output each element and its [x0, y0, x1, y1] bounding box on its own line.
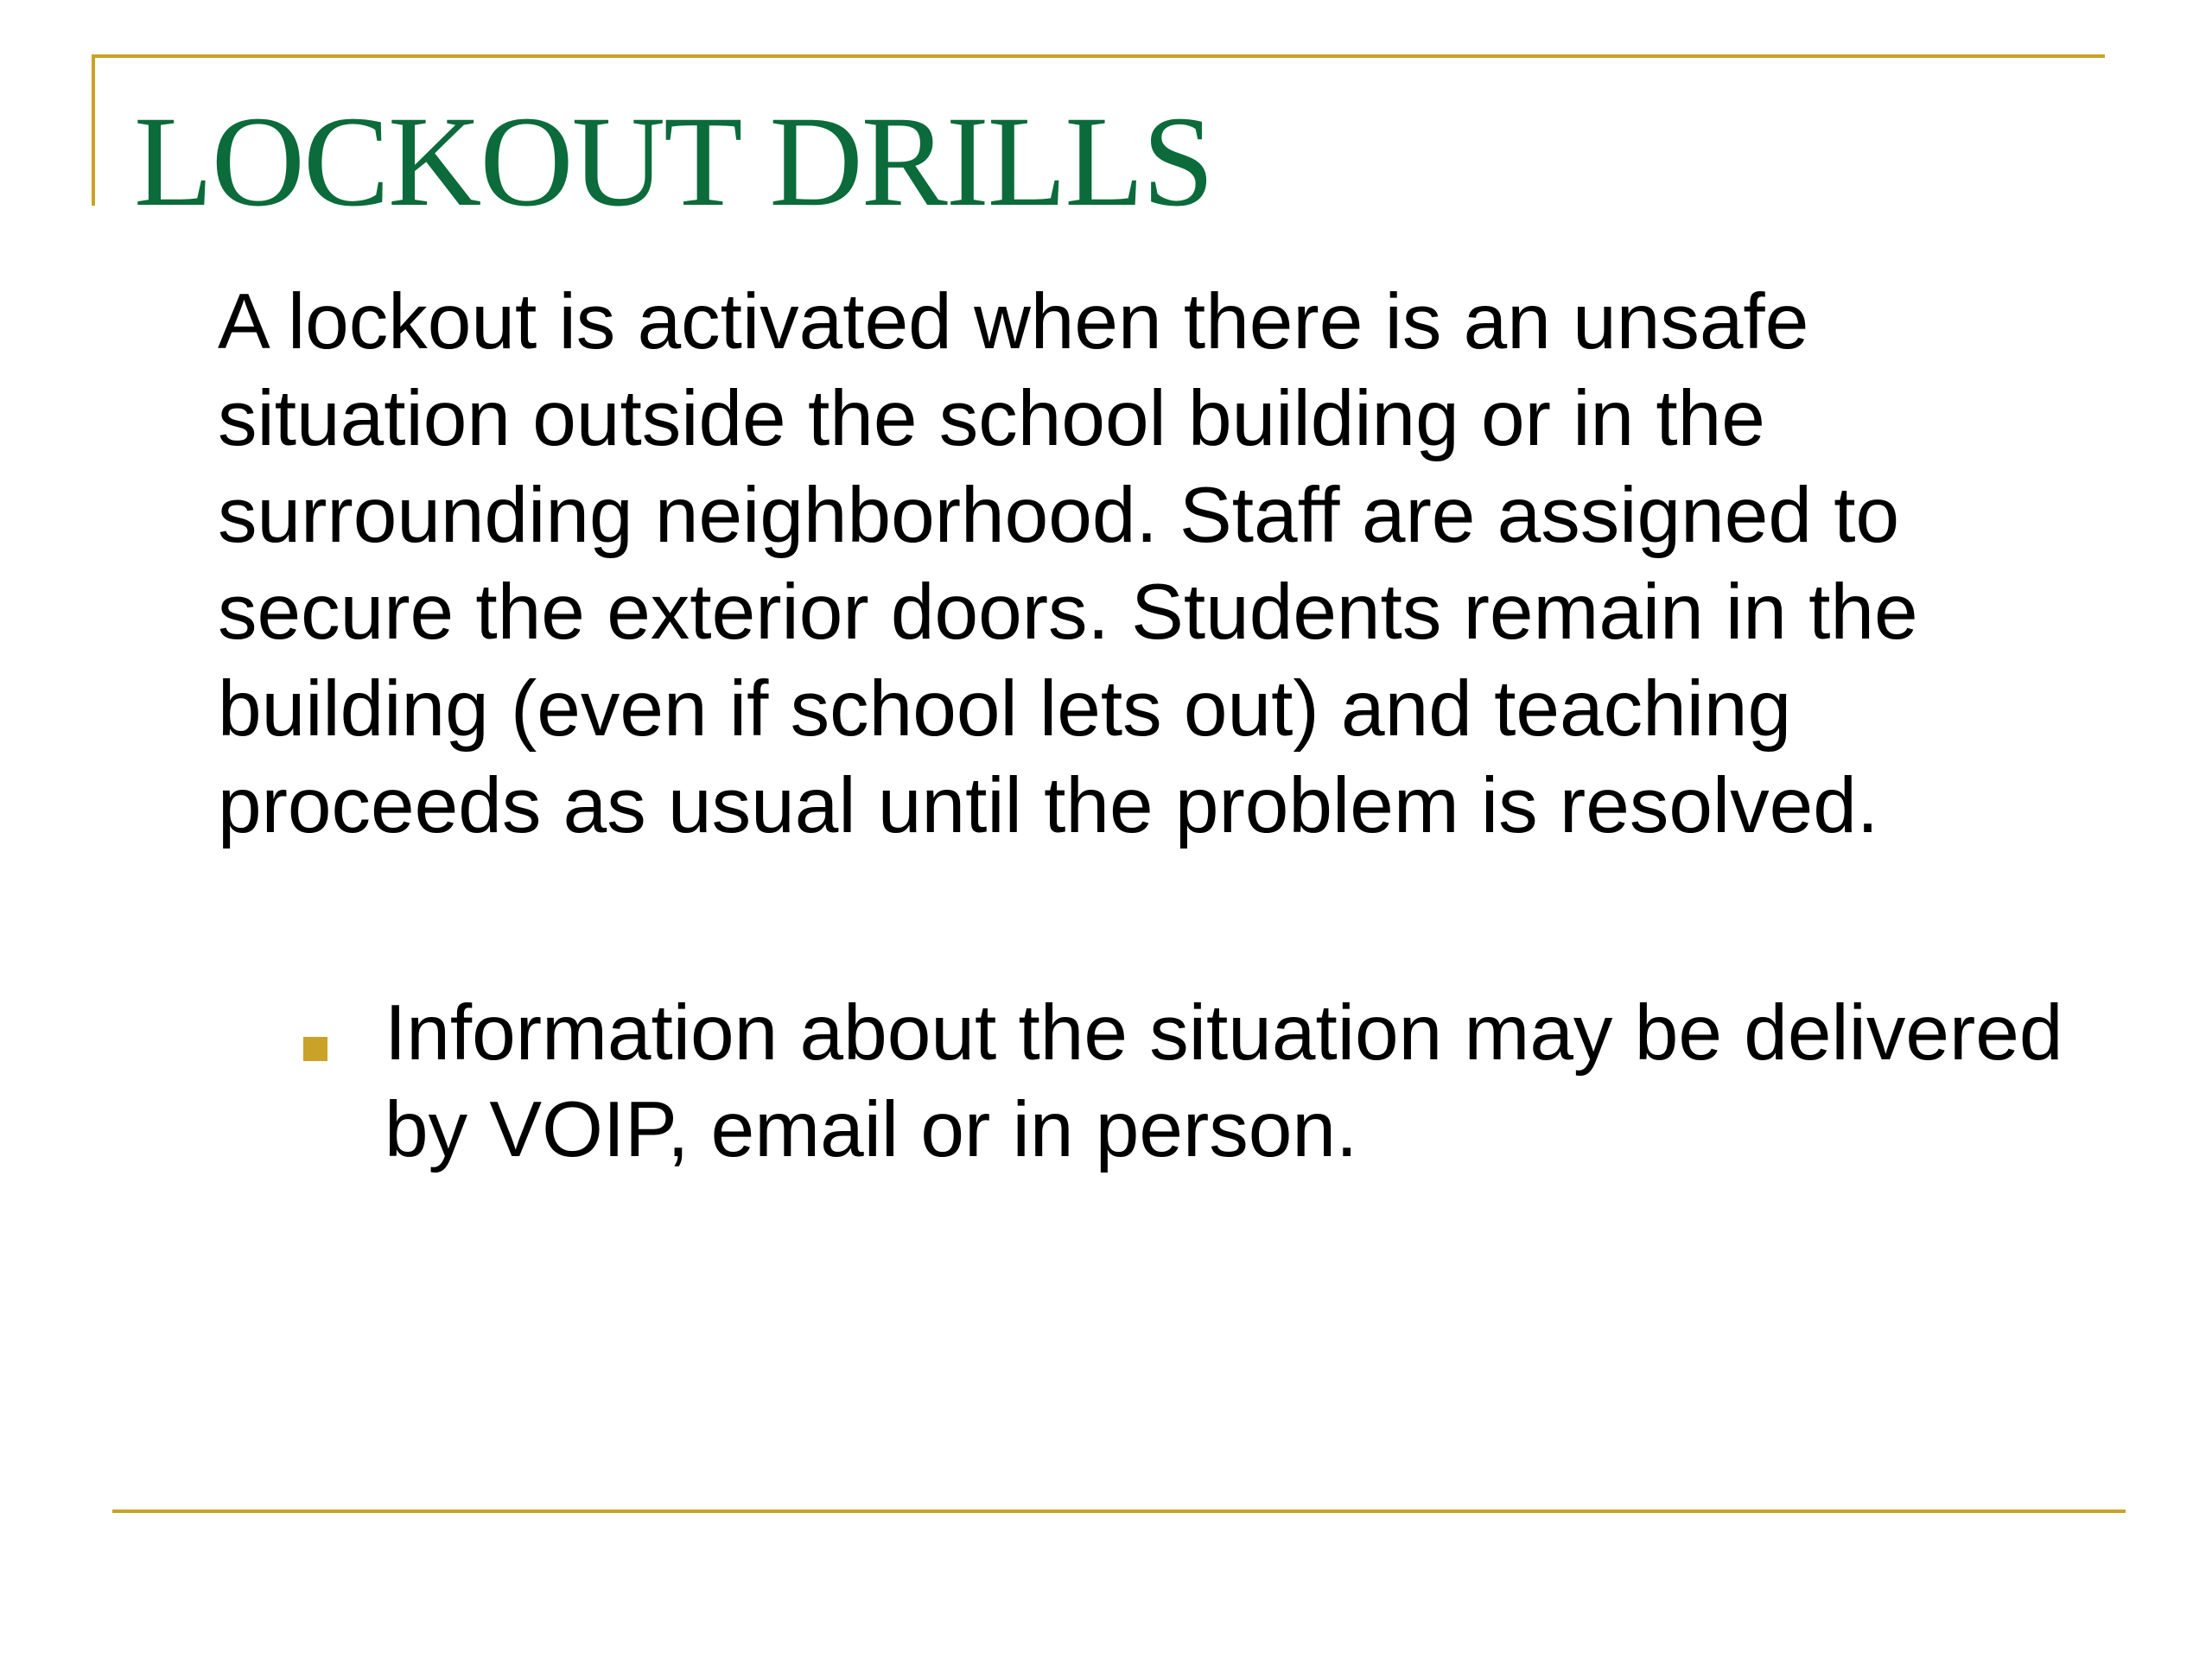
- bullet-text: Information about the situation may be delivered by VOIP, email or in person.: [385, 989, 2063, 1173]
- top-frame-rule: [92, 54, 2105, 58]
- body-paragraph: A lockout is activated when there is an unsafe situation outside the school building or in the surrounding neighborhood. Staff are assigned to secure the exterior doors. Students remain in the building (even if school lets out) and teaching proceeds as usual until the problem is resolved.: [218, 278, 1918, 849]
- left-frame-rule: [92, 54, 95, 206]
- bottom-rule: [112, 1510, 2126, 1513]
- slide-title: LOCKOUT DRILLS: [134, 90, 1213, 233]
- square-bullet-icon: [303, 1037, 327, 1061]
